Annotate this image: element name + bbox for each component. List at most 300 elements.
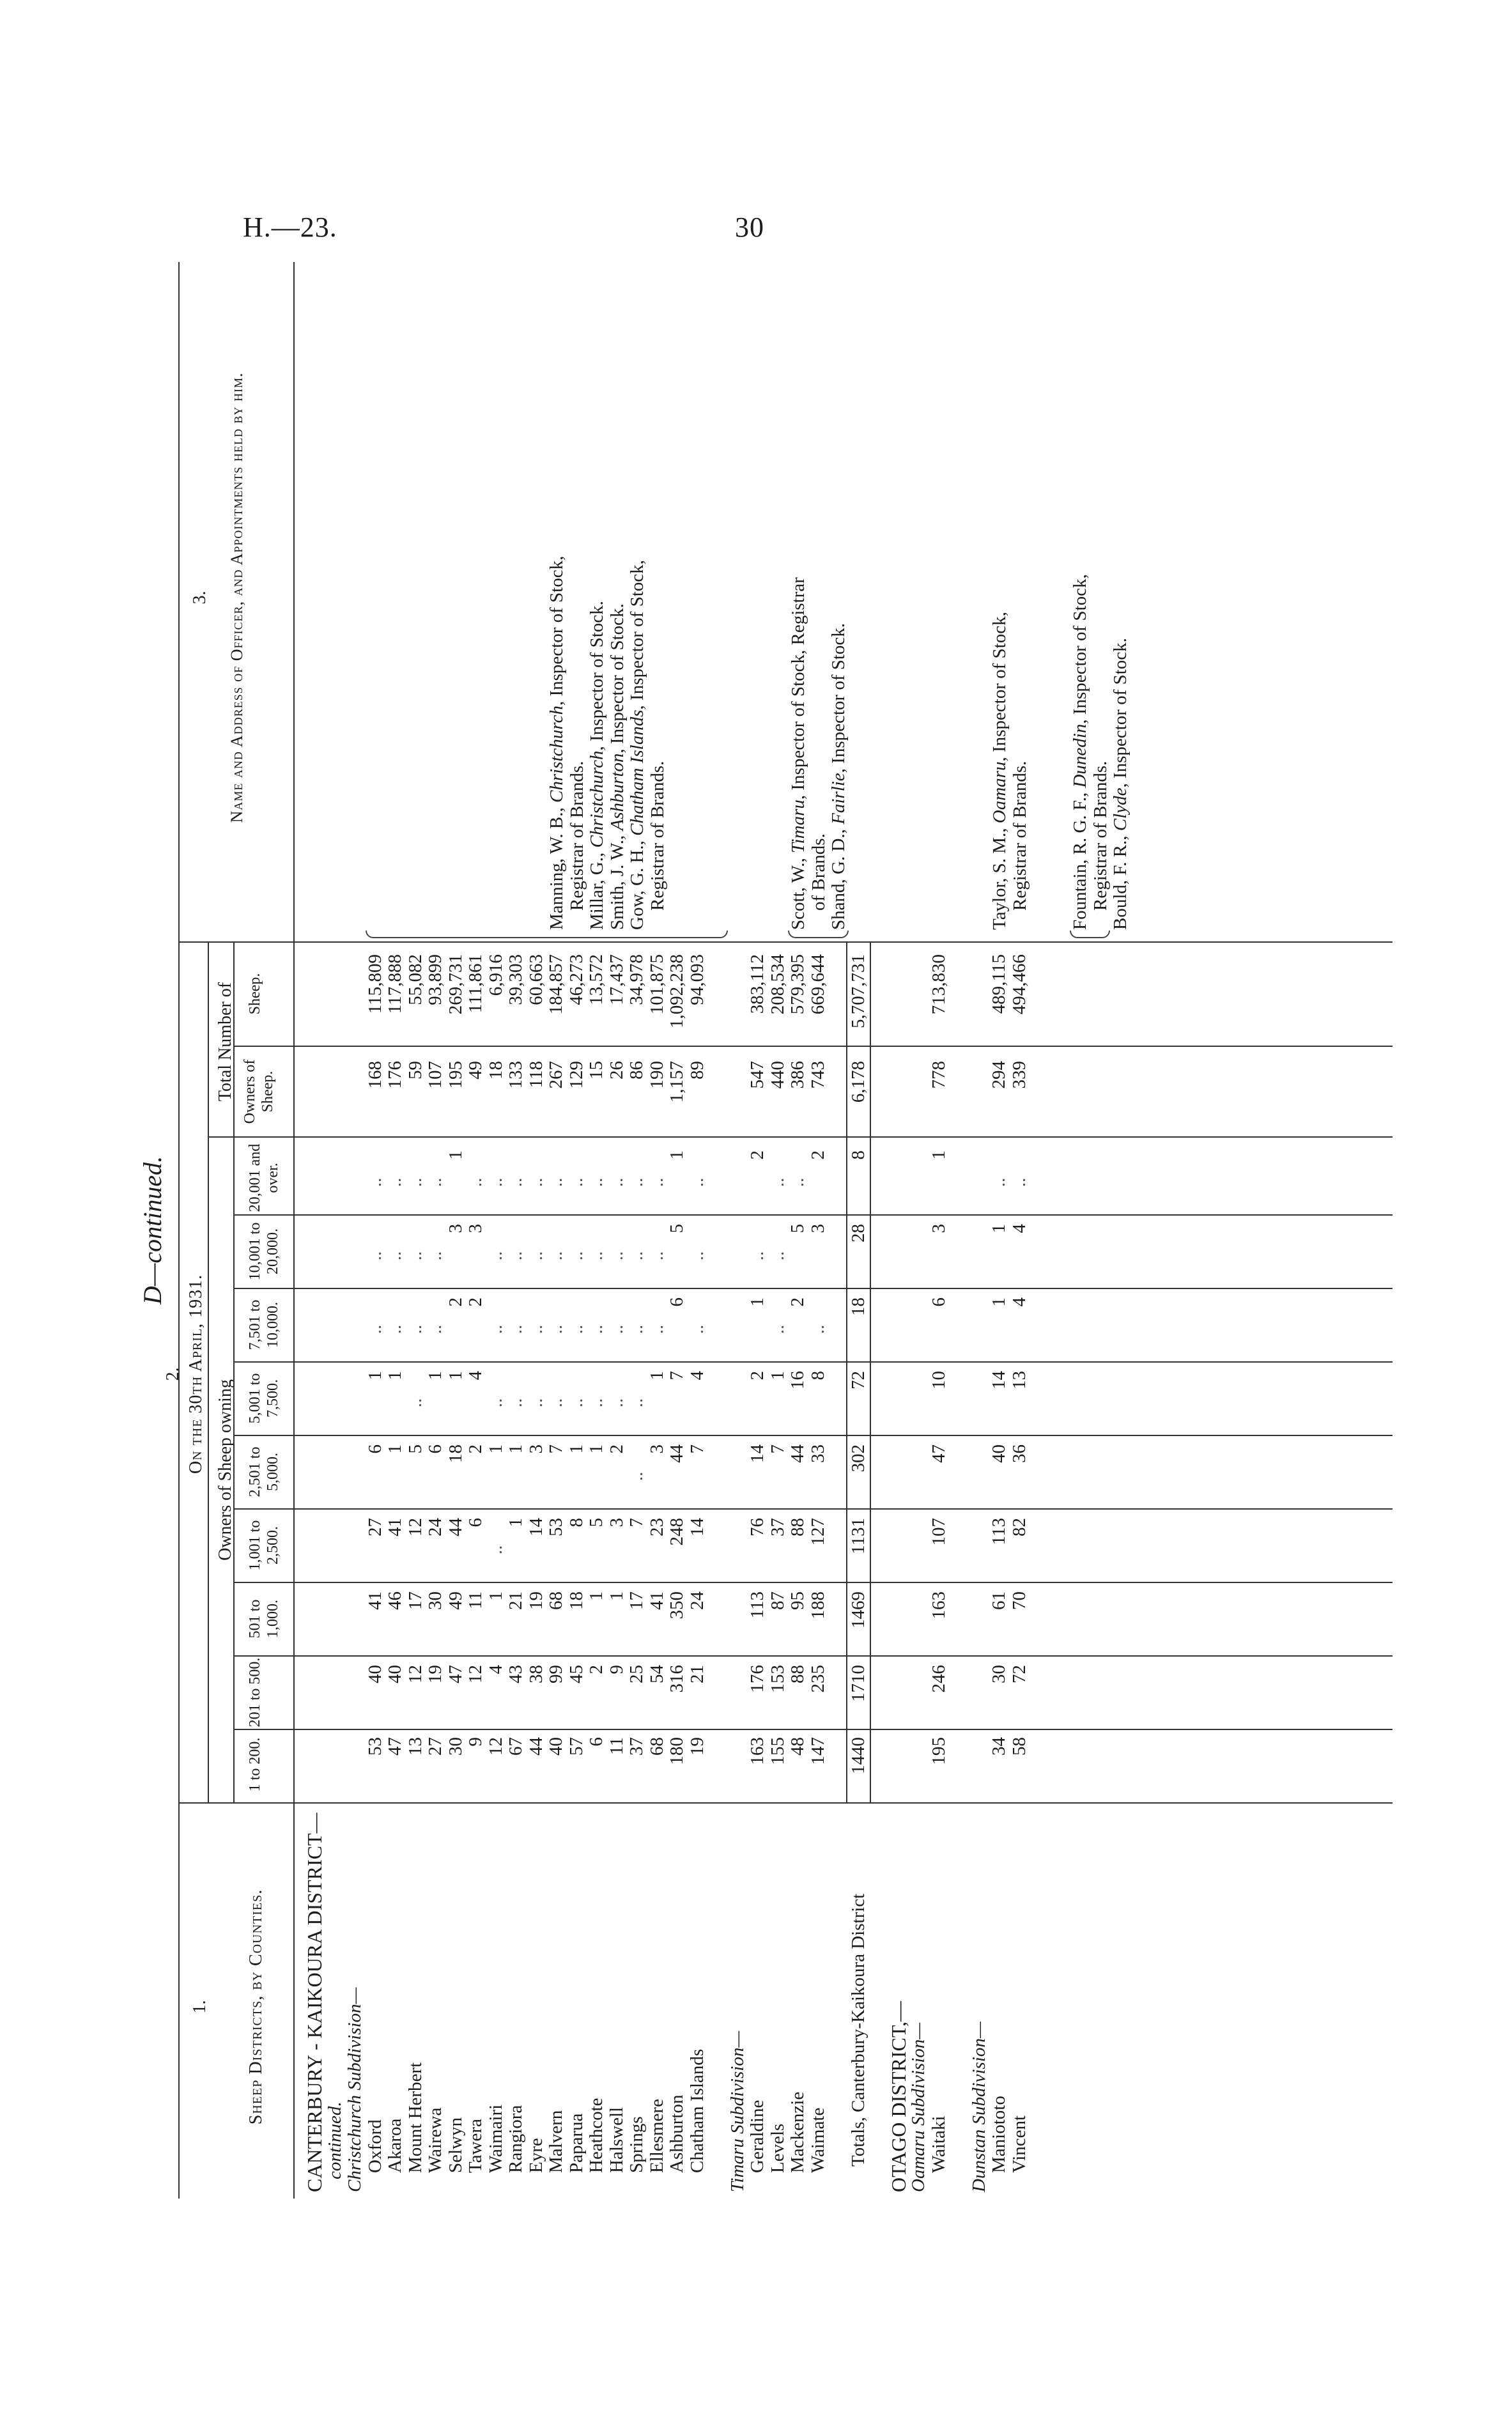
owner-count-cell: 24 (686, 1591, 707, 1610)
section-row (886, 262, 910, 2199)
size-heading: 201 to 500. (247, 1657, 263, 1728)
owner-count-cell: 7 (667, 1371, 687, 1380)
grouping-brace (1070, 931, 1110, 938)
owner-count-cell: 68 (646, 1737, 667, 1756)
officer-entry (989, 265, 1030, 930)
owner-count-cell: 3 (646, 1444, 667, 1454)
owner-count-cell: 4 (686, 1371, 707, 1380)
owner-count-cell: 302 (847, 1444, 868, 1473)
owner-count-cell: .. (505, 1177, 526, 1187)
row-label: Ellesmere (646, 2099, 667, 2173)
owner-count-cell: 1 (505, 1444, 526, 1454)
owner-count-cell: .. (767, 1177, 788, 1187)
owner-count-cell: 19 (425, 1665, 445, 1683)
owner-count-cell: 5 (667, 1224, 687, 1233)
owner-count-cell: 1 (667, 1150, 687, 1160)
owner-count-cell: .. (566, 1251, 587, 1261)
owner-count-cell: 12 (485, 1737, 506, 1756)
total-owners-cell: 547 (747, 1061, 768, 1089)
owner-count-cell: 6 (425, 1444, 445, 1454)
owner-count-cell: .. (525, 1177, 546, 1187)
owner-count-cell: .. (405, 1398, 426, 1408)
owner-count-cell: 34 (989, 1737, 1009, 1756)
owner-count-cell: 3 (606, 1518, 627, 1527)
total-sheep-cell: 13,572 (586, 954, 606, 1005)
officer-place: Dunedin (1070, 723, 1090, 788)
owner-count-cell: 47 (385, 1737, 405, 1756)
owner-count-cell: 1 (385, 1371, 405, 1380)
total-owners-cell: 743 (807, 1061, 828, 1089)
officer-appointment: , Inspector of Stock, (1070, 574, 1090, 724)
total-sheep-cell: 93,899 (425, 954, 445, 1005)
owner-count-cell: 7 (546, 1444, 566, 1454)
col2-heading: On the 30th April, 1931. (186, 1274, 206, 1474)
officer-appointment: , Inspector of Stock, (627, 560, 647, 710)
owner-count-cell: 68 (546, 1591, 566, 1610)
total-owners-cell: 195 (445, 1061, 466, 1089)
owner-count-cell: 30 (989, 1665, 1009, 1683)
total-sheep-cell: 6,916 (485, 954, 506, 996)
owner-count-cell: 2 (807, 1150, 828, 1160)
rule-header-bottom (293, 262, 295, 2199)
owner-count-cell: 1440 (847, 1737, 868, 1774)
owner-count-cell: 43 (505, 1665, 526, 1683)
owner-count-cell: 2 (465, 1297, 486, 1307)
officer-name: Bould, F. R., (1110, 831, 1130, 930)
owner-count-cell: 46 (385, 1591, 405, 1610)
owner-count-cell: 41 (385, 1518, 405, 1536)
total-sheep-cell: 5,707,731 (847, 954, 868, 1028)
owners-group-heading: Owners of Sheep owning (215, 1379, 235, 1561)
officer-appointment-cont: Registrar of Brands. (567, 761, 587, 911)
owner-count-cell: 70 (1008, 1591, 1030, 1610)
owner-count-cell: 6 (586, 1737, 606, 1747)
totals-rule (870, 943, 871, 1802)
owner-count-cell: 8 (847, 1150, 868, 1160)
owner-count-cell: 3 (807, 1224, 828, 1233)
total-owners-cell: 107 (425, 1061, 445, 1089)
owner-count-cell: .. (425, 1251, 445, 1261)
owner-count-cell: 3 (525, 1444, 546, 1454)
owner-count-cell: 1 (606, 1591, 627, 1601)
officer-entry (828, 265, 849, 930)
total-sheep-cell: 669,644 (807, 954, 828, 1015)
owner-count-cell: 4 (465, 1371, 486, 1380)
total-sheep-cell: 184,857 (546, 954, 566, 1015)
owner-count-cell: 2 (606, 1444, 627, 1454)
row-label: Oamaru Subdivision— (908, 2022, 929, 2192)
table-row (446, 262, 466, 2199)
owner-count-cell: 153 (767, 1665, 788, 1693)
owner-count-cell: .. (646, 1324, 667, 1334)
owner-count-cell: 18 (566, 1591, 587, 1610)
table-row (688, 262, 707, 2199)
row-label: Maniototo (989, 2096, 1009, 2173)
table-row (466, 262, 486, 2199)
table-row (426, 262, 445, 2199)
size-heading: 5,001 to 7,500. (247, 1373, 281, 1424)
row-label: Oxford (364, 2119, 385, 2173)
row-label: Eyre (525, 2138, 546, 2173)
owner-count-cell: 6 (667, 1297, 687, 1307)
owner-count-cell: 4 (1008, 1297, 1030, 1307)
owner-count-cell: .. (989, 1177, 1009, 1187)
owner-count-cell: .. (405, 1324, 426, 1334)
owner-count-cell: 38 (525, 1665, 546, 1683)
row-label: Halswell (606, 2107, 627, 2173)
owner-count-cell: 155 (767, 1737, 788, 1765)
table-row (667, 262, 687, 2199)
owner-count-cell: 3 (445, 1224, 466, 1233)
row-label: Selwyn (445, 2117, 466, 2173)
total-sheep-cell: 713,830 (928, 954, 949, 1015)
owner-count-cell: 88 (787, 1665, 808, 1683)
owner-count-cell: .. (485, 1324, 506, 1334)
owner-count-cell: 19 (686, 1737, 707, 1756)
total-owners-cell: 26 (606, 1061, 627, 1079)
owner-count-cell: .. (505, 1251, 526, 1261)
total-owners-cell: 118 (525, 1061, 546, 1088)
owner-count-cell: .. (566, 1398, 587, 1408)
owner-count-cell: 54 (646, 1665, 667, 1683)
officer-entry (627, 265, 668, 930)
owner-count-cell: .. (546, 1251, 566, 1261)
owner-count-cell: .. (606, 1251, 627, 1261)
owner-count-cell: .. (546, 1177, 566, 1187)
section-row (728, 262, 748, 2199)
owner-count-cell: 3 (928, 1224, 949, 1233)
total-sheep-cell: 269,731 (445, 954, 466, 1015)
table-row (929, 262, 949, 2199)
owner-count-cell: 1 (646, 1371, 667, 1380)
owner-count-cell: 4 (485, 1665, 506, 1674)
row-label: Ashburton (667, 2094, 687, 2173)
total-owners-cell: 59 (405, 1061, 426, 1079)
owner-count-cell: 11 (606, 1737, 627, 1755)
table-row (768, 262, 788, 2199)
owner-count-cell: 350 (667, 1591, 687, 1620)
table-row (506, 262, 526, 2199)
owner-count-cell: 33 (807, 1444, 828, 1463)
officer-name: Smith, J. W., (606, 830, 628, 930)
owner-count-cell: 163 (928, 1591, 949, 1620)
owner-count-cell: .. (586, 1324, 606, 1334)
owner-count-cell: 113 (989, 1518, 1009, 1545)
total-sheep-cell: 489,115 (989, 954, 1009, 1014)
section-row (969, 262, 989, 2199)
table-row (385, 262, 405, 2199)
owner-count-cell: 27 (364, 1518, 385, 1536)
owner-count-cell: .. (485, 1398, 506, 1408)
owner-count-cell: 36 (1008, 1444, 1030, 1463)
owner-count-cell: 44 (445, 1518, 466, 1536)
owner-count-cell: 11 (465, 1591, 486, 1609)
owner-count-cell: .. (525, 1398, 546, 1408)
officer-appointment: , Inspector of Stock. (606, 603, 628, 754)
row-label: Timaru Subdivision— (727, 2030, 748, 2192)
officer-entry (1110, 265, 1130, 930)
total-sheep-cell: 579,395 (787, 954, 808, 1015)
section-row (305, 262, 325, 2199)
owner-count-cell: 1 (566, 1444, 587, 1454)
owner-count-cell: 147 (807, 1737, 828, 1765)
row-label: Akaroa (385, 2118, 405, 2173)
owner-count-cell: .. (586, 1251, 606, 1261)
owner-count-cell: 88 (787, 1518, 808, 1536)
owner-count-cell: .. (566, 1324, 587, 1334)
officer-entry (788, 265, 829, 930)
row-label: OTAGO DISTRICT,— (886, 2000, 910, 2192)
owner-count-cell: 2 (787, 1297, 808, 1307)
officer-appointment: , Inspector of Stock. (587, 601, 607, 751)
row-label: CANTERBURY - KAIKOURA DISTRICT— (303, 1813, 326, 2192)
total-owners-cell: 89 (686, 1061, 707, 1079)
owner-count-cell: 12 (405, 1518, 426, 1536)
owner-count-cell: .. (485, 1251, 506, 1261)
owner-count-cell: 6 (928, 1297, 949, 1307)
owner-count-cell: .. (686, 1251, 707, 1261)
row-label: Geraldine (747, 2099, 768, 2173)
owner-count-cell: 44 (525, 1737, 546, 1756)
owner-count-cell: 9 (606, 1665, 627, 1674)
size-heading: 2,501 to 5,000. (247, 1446, 281, 1497)
owner-count-cell: .. (606, 1177, 627, 1187)
owner-count-cell: .. (364, 1324, 385, 1334)
officer-place: Chatham Islands (627, 709, 647, 836)
owner-count-cell: .. (385, 1251, 405, 1261)
owner-count-cell: 2 (747, 1150, 768, 1160)
owner-count-cell: .. (606, 1398, 627, 1408)
owner-count-cell: .. (586, 1398, 606, 1408)
row-label: Waitaki (928, 2115, 949, 2173)
row-label: continued. (324, 2101, 345, 2179)
row-label: Dunstan Subdivision— (968, 2022, 989, 2192)
row-label: Tawera (465, 2119, 486, 2173)
row-label: Waimairi (485, 2104, 506, 2173)
owner-count-cell: 195 (928, 1737, 949, 1765)
owner-count-cell: 1 (485, 1591, 506, 1601)
owner-count-cell: 17 (405, 1591, 426, 1610)
owner-count-cell: 113 (747, 1591, 768, 1619)
officer-name: Shand, G. D., (828, 824, 849, 930)
owner-count-cell: 1 (364, 1371, 385, 1380)
total-sheep-heading: Sheep. (247, 973, 263, 1015)
owner-count-cell: 21 (686, 1665, 707, 1683)
owner-count-cell: 47 (928, 1444, 949, 1463)
owner-count-cell: .. (405, 1177, 426, 1187)
page-reference: H.—23. (243, 212, 337, 243)
owner-count-cell: 7 (626, 1518, 647, 1527)
total-sheep-cell: 494,466 (1008, 954, 1030, 1015)
officer-appointment-cont: Registrar of Brands. (1090, 761, 1111, 911)
table-row (486, 262, 506, 2199)
officer-appointment: , Inspector of Stock, Registrar (788, 577, 808, 800)
total-sheep-cell: 101,875 (646, 954, 667, 1015)
size-heading: 501 to 1,000. (247, 1599, 281, 1639)
owner-count-cell: 87 (767, 1591, 788, 1610)
total-owners-cell: 15 (586, 1061, 606, 1079)
owner-count-cell: 76 (747, 1518, 768, 1536)
officer-place: Fairlie (828, 773, 849, 824)
owner-count-cell: .. (385, 1324, 405, 1334)
owner-count-cell: 44 (667, 1444, 687, 1463)
owner-count-cell: 176 (747, 1665, 768, 1693)
officer-appointment: , Inspector of Stock. (1110, 638, 1130, 788)
total-owners-cell: 49 (465, 1061, 486, 1079)
row-label: Heathcote (586, 2098, 606, 2173)
owner-count-cell: 13 (405, 1737, 426, 1756)
owner-count-cell: 1 (425, 1371, 445, 1380)
owner-count-cell: 316 (667, 1665, 687, 1693)
row-label: Paparua (566, 2113, 587, 2173)
owner-count-cell: 95 (787, 1591, 808, 1610)
owner-count-cell: 14 (989, 1371, 1009, 1389)
owner-count-cell: .. (626, 1251, 647, 1261)
owner-count-cell: .. (485, 1545, 506, 1555)
owner-count-cell: 44 (787, 1444, 808, 1463)
officer-appointment: , Inspector of Stock. (828, 622, 849, 773)
owner-count-cell: 180 (667, 1737, 687, 1765)
owner-count-cell: 13 (1008, 1371, 1030, 1389)
owner-count-cell: 14 (747, 1444, 768, 1463)
owner-count-cell: 8 (566, 1518, 587, 1527)
total-owners-cell: 1,157 (667, 1061, 687, 1103)
row-label: Chatham Islands (686, 2048, 707, 2173)
owner-count-cell: .. (364, 1251, 385, 1261)
owner-count-cell: .. (787, 1177, 808, 1187)
row-label: Christchurch Subdivision— (344, 1987, 365, 2192)
owner-count-cell: 1 (989, 1224, 1009, 1233)
total-owners-cell: 176 (385, 1061, 405, 1089)
owner-count-cell: 72 (1008, 1665, 1030, 1683)
owner-count-cell: 47 (445, 1665, 466, 1683)
total-sheep-cell: 17,437 (606, 954, 627, 1005)
owner-count-cell: 6 (364, 1444, 385, 1454)
totals-row (849, 262, 868, 2199)
owner-count-cell: 7 (686, 1444, 707, 1454)
rule-owners-head (233, 943, 235, 1802)
col3-heading: Name and Address of Officer, and Appointments held by him. (228, 372, 246, 823)
table-row (366, 262, 385, 2199)
owner-count-cell: 163 (747, 1737, 768, 1765)
owner-count-cell: 248 (667, 1518, 687, 1546)
owner-count-cell: 1 (586, 1444, 606, 1454)
owner-count-cell: .. (505, 1324, 526, 1334)
officer-entry (546, 265, 587, 930)
owner-count-cell: 24 (425, 1518, 445, 1536)
owner-count-cell: 4 (1008, 1224, 1030, 1233)
total-group-heading: Total Number of (215, 982, 235, 1102)
officer-place: Ashburton (606, 753, 628, 831)
row-label: Rangiora (505, 2105, 526, 2173)
section-row (345, 262, 365, 2199)
owner-count-cell: .. (686, 1324, 707, 1334)
owner-count-cell: 1 (586, 1591, 606, 1601)
owner-count-cell: .. (626, 1398, 647, 1408)
size-heading: 1 to 200. (247, 1737, 263, 1792)
total-owners-cell: 440 (767, 1061, 788, 1089)
owner-count-cell: 49 (445, 1591, 466, 1610)
owner-count-cell: 16 (787, 1371, 808, 1389)
total-owners-cell: 6,178 (847, 1061, 868, 1103)
total-sheep-cell: 34,978 (626, 954, 647, 1005)
owner-count-cell: 41 (646, 1591, 667, 1610)
total-sheep-cell: 115,809 (364, 954, 385, 1014)
owner-count-cell: 40 (546, 1737, 566, 1756)
size-heading: 20,001 and over. (247, 1143, 281, 1212)
totals-rule (846, 943, 847, 1802)
total-owners-cell: 267 (546, 1061, 566, 1089)
officer-appointment: , Inspector of Stock, (989, 612, 1010, 762)
total-sheep-cell: 60,663 (525, 954, 546, 1005)
owner-count-cell: 25 (626, 1665, 647, 1683)
section-row (909, 262, 929, 2199)
officer-name: Gow, G. H., (627, 835, 647, 930)
owner-count-cell: .. (1008, 1177, 1030, 1187)
size-heading: 7,501 to 10,000. (247, 1299, 281, 1350)
owner-count-cell: .. (485, 1177, 506, 1187)
table-row (406, 262, 426, 2199)
size-heading: 1,001 to 2,500. (247, 1520, 281, 1571)
owner-count-cell: 235 (807, 1665, 828, 1693)
owner-count-cell: .. (385, 1177, 405, 1187)
owner-count-cell: 53 (546, 1518, 566, 1536)
owner-count-cell: 30 (425, 1591, 445, 1610)
officer-place: Oamaru (989, 761, 1010, 824)
officer-name: Taylor, S. M., (989, 823, 1010, 930)
owner-count-cell: 12 (405, 1665, 426, 1683)
owner-count-cell: .. (646, 1251, 667, 1261)
officer-place: Timaru (788, 800, 808, 853)
owner-count-cell: 8 (807, 1371, 828, 1380)
owner-count-cell: .. (405, 1251, 426, 1261)
owner-count-cell: 2 (586, 1665, 606, 1674)
owner-count-cell: 14 (686, 1518, 707, 1536)
owner-count-cell: 12 (465, 1665, 486, 1683)
officer-name: Millar, G., (587, 847, 607, 930)
owner-count-cell: .. (525, 1324, 546, 1334)
owner-count-cell: 37 (767, 1518, 788, 1536)
owner-count-cell: 1 (445, 1371, 466, 1380)
owner-count-cell: 57 (566, 1737, 587, 1756)
owner-count-cell: 246 (928, 1665, 949, 1693)
rule-top (178, 262, 180, 2199)
officer-place: Christchurch (587, 750, 607, 848)
owner-count-cell: 28 (847, 1224, 868, 1242)
officer-entry (1070, 265, 1111, 930)
owner-count-cell: 67 (505, 1737, 526, 1756)
officer-appointment-cont: Registrar of Brands. (1010, 761, 1030, 911)
owner-count-cell: .. (465, 1177, 486, 1187)
owner-count-cell: 48 (787, 1737, 808, 1756)
owner-count-cell: 3 (465, 1224, 486, 1233)
owner-count-cell: 1469 (847, 1591, 868, 1628)
officer-name: Manning, W. B., (546, 803, 567, 930)
total-owners-cell: 18 (485, 1061, 506, 1079)
row-label: Levels (767, 2123, 788, 2173)
owner-count-cell: 5 (787, 1224, 808, 1233)
total-sheep-cell: 55,082 (405, 954, 426, 1005)
owner-count-cell: .. (686, 1177, 707, 1187)
owner-count-cell: .. (626, 1324, 647, 1334)
owner-count-cell: 1 (485, 1444, 506, 1454)
officer-place: Christchurch (546, 706, 567, 803)
owner-count-cell: 82 (1008, 1518, 1030, 1536)
owner-count-cell: .. (364, 1177, 385, 1187)
table-row (527, 262, 546, 2199)
owner-count-cell: .. (646, 1177, 667, 1187)
owner-count-cell: 10 (928, 1371, 949, 1389)
